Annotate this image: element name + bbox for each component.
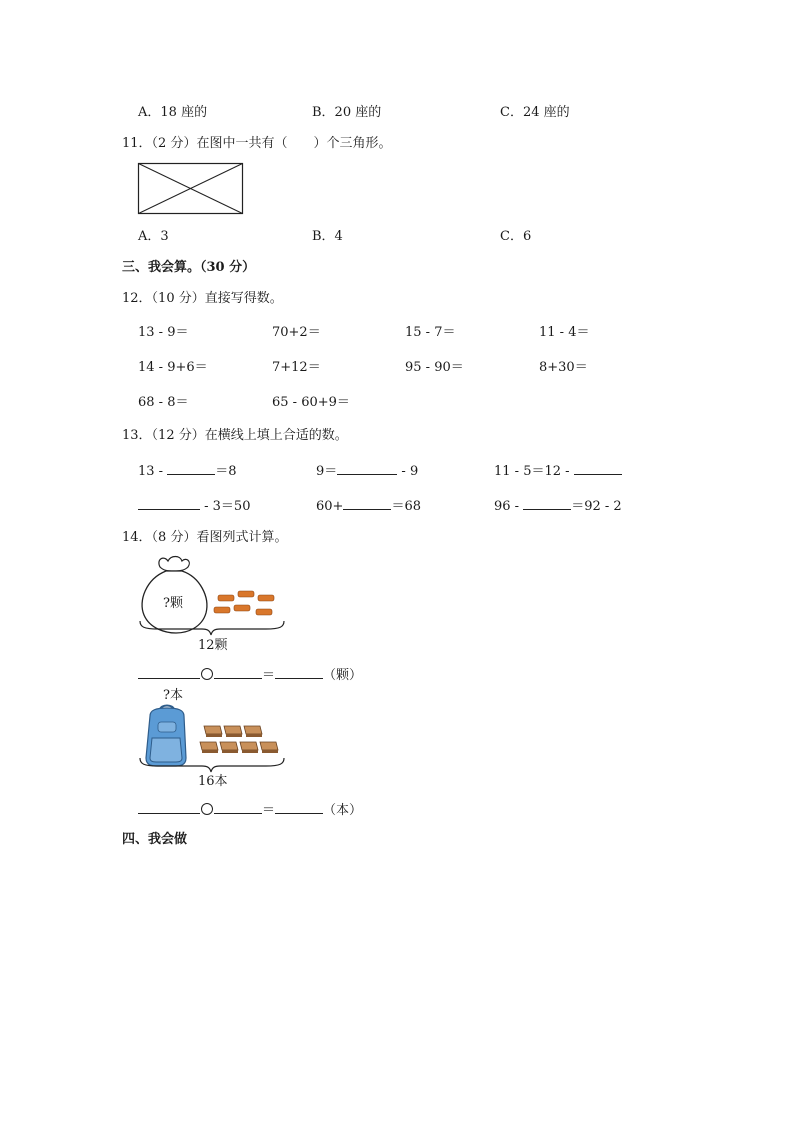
q14-equation-1	[138, 666, 362, 684]
answer-blank[interactable]	[138, 497, 200, 510]
q12-item: 68 - 8＝	[138, 395, 189, 410]
q13-blank-3	[494, 462, 622, 480]
answer-blank[interactable]	[167, 462, 215, 475]
q12-item: 14 - 9+6＝	[138, 360, 208, 375]
q14-equation-2	[138, 801, 362, 819]
answer-blank[interactable]	[275, 666, 323, 679]
answer-blank[interactable]	[523, 497, 571, 510]
answer-blank[interactable]	[343, 497, 391, 510]
q11-option-c: C．6	[500, 229, 532, 244]
q13-text: 96 -	[494, 499, 520, 514]
q14-total-1: 12颗	[198, 638, 228, 653]
q13-text: 13 -	[138, 464, 164, 479]
q11-option-a: A．3	[138, 229, 169, 244]
answer-blank[interactable]	[337, 462, 397, 475]
q13-text: 60+	[316, 499, 344, 514]
answer-blank[interactable]	[214, 801, 262, 814]
q12-stem: 12．（10 分）直接写得数。	[122, 291, 283, 306]
equals-sign: ＝	[262, 803, 276, 818]
operator-circle[interactable]	[201, 668, 213, 680]
answer-blank[interactable]	[574, 462, 622, 475]
q10-option-a: A．18 座的	[138, 105, 208, 120]
q12-item: 7+12＝	[272, 360, 321, 375]
q12-item: 70+2＝	[272, 325, 321, 340]
q12-item: 95 - 90＝	[405, 360, 464, 375]
q10-option-c: C．24 座的	[500, 105, 570, 120]
q13-text: - 9	[401, 464, 419, 479]
q13-blank-1	[138, 462, 237, 480]
equals-sign: ＝	[262, 668, 276, 683]
q12-item: 65 - 60+9＝	[272, 395, 350, 410]
unit-label: （颗）	[323, 668, 363, 683]
q12-item: 15 - 7＝	[405, 325, 456, 340]
q10-option-b: B．20 座的	[312, 105, 382, 120]
q13-text: ＝92 - 2	[571, 499, 622, 514]
q13-text: - 3＝50	[204, 499, 251, 514]
q11-option-b: B．4	[312, 229, 343, 244]
operator-circle[interactable]	[201, 803, 213, 815]
q13-text: 9＝	[316, 464, 338, 479]
unit-label: （本）	[323, 803, 363, 818]
answer-blank[interactable]	[138, 666, 200, 679]
answer-blank[interactable]	[275, 801, 323, 814]
section4-title: 四、我会做	[122, 832, 188, 847]
q13-blank-6	[494, 497, 622, 515]
q13-text: 11 - 5＝12 -	[494, 464, 570, 479]
q13-text: ＝68	[391, 499, 421, 514]
q14-total-2: 16本	[198, 774, 228, 789]
q12-item: 8+30＝	[539, 360, 588, 375]
q13-blank-2	[316, 462, 418, 480]
q11-stem: 11．（2 分）在图中一共有（ ）个三角形。	[122, 136, 392, 151]
q11-figure-rectangle	[138, 163, 244, 215]
q13-blank-4	[138, 497, 250, 515]
q14-bag-label-1: ?颗	[163, 596, 183, 611]
q14-stem: 14．（8 分）看图列式计算。	[122, 530, 288, 545]
answer-blank[interactable]	[138, 801, 200, 814]
q14-bag-label-2: ?本	[163, 688, 183, 703]
section3-title: 三、我会算。（30 分）	[122, 260, 256, 275]
q13-stem: 13．（12 分）在横线上填上合适的数。	[122, 428, 348, 443]
q12-item: 11 - 4＝	[539, 325, 590, 340]
answer-blank[interactable]	[214, 666, 262, 679]
q13-text: ＝8	[215, 464, 237, 479]
q13-blank-5	[316, 497, 421, 515]
q12-item: 13 - 9＝	[138, 325, 189, 340]
